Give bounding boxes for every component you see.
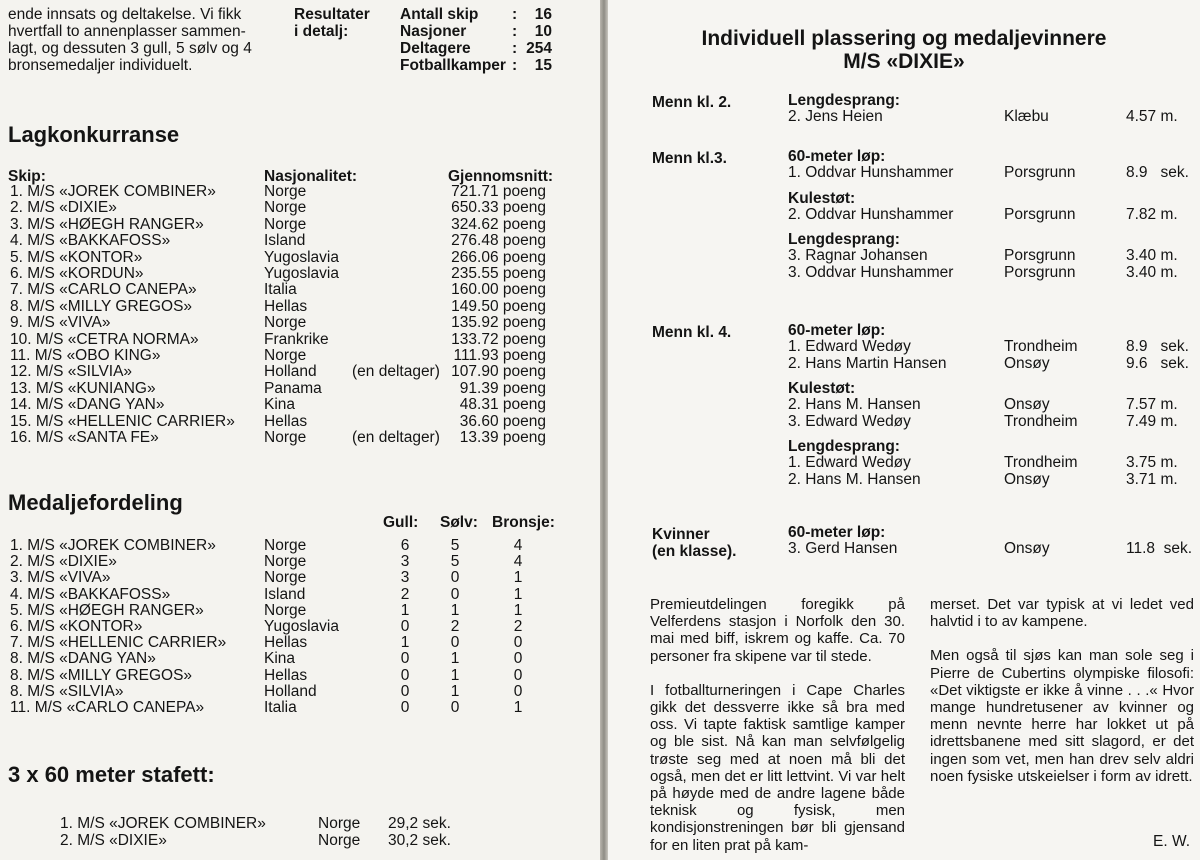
medal-bronze: 1 bbox=[513, 585, 523, 603]
team-ship: 13. M/S «KUNIANG» bbox=[10, 379, 156, 397]
result-value: 3.40 m. bbox=[1126, 263, 1178, 281]
team-score: 111.93 poeng bbox=[453, 347, 546, 364]
result-town: Onsøy bbox=[1004, 470, 1050, 488]
event-name: Lengdesprang: bbox=[788, 438, 900, 455]
result-value: 11.8 sek. bbox=[1126, 540, 1193, 557]
team-ship: 12. M/S «SILVIA» bbox=[10, 363, 133, 381]
medal-ship: 5. M/S «HØEGH RANGER» bbox=[10, 601, 204, 619]
team-ship: 11. M/S «OBO KING» bbox=[10, 347, 161, 364]
right-subtitle: M/S «DIXIE» bbox=[843, 50, 965, 73]
result-athlete: 2. Hans M. Hansen bbox=[788, 396, 921, 413]
medal-gold: 1 bbox=[400, 601, 410, 619]
article-paragraph: I fotballturneringen i Cape Charles gikk det dessverre ikke så bra med oss. Vi tapte faktisk samtlige kamper og ble sist. Nå kan man selvfølgelig trøste seg med at noen må bli det også, men det er litt lettvint. Vi var helt på høyde med de andre lagene både teknisk og fysisk, men kondisjonstreningen bør bli gjensand for en liten prat på kam- bbox=[650, 681, 905, 854]
medal-nation: Island bbox=[264, 585, 306, 603]
result-town: Trondheim bbox=[1004, 412, 1078, 430]
team-ship: 14. M/S «DANG YAN» bbox=[10, 396, 165, 414]
medals-heading: Medaljefordeling bbox=[8, 490, 183, 515]
medal-gold: 0 bbox=[400, 699, 410, 716]
article-paragraph: merset. Det var typisk at vi ledet ved halvtid i to av kampene. bbox=[930, 596, 1194, 631]
result-value: 7.82 m. bbox=[1126, 205, 1178, 223]
class-label: Menn kl. 2. bbox=[652, 94, 732, 111]
article-paragraph: Premieutdelingen foregikk på Velferdens stasjon i Norfolk den 30. mai med biff, iskrem og kaffe. Ca. 70 personer fra skipene var til stede. bbox=[650, 596, 905, 665]
medal-silver: 2 bbox=[450, 618, 460, 635]
medal-silver: 0 bbox=[450, 634, 460, 652]
result-value: 8.9 sek. bbox=[1126, 164, 1189, 181]
medal-silver: 0 bbox=[450, 569, 460, 587]
team-note: (en deltager) bbox=[352, 363, 440, 381]
event-name: Lengdesprang: bbox=[788, 231, 900, 248]
medal-gold: 3 bbox=[400, 569, 410, 587]
team-note: (en deltager) bbox=[352, 429, 440, 446]
medal-bronze: 0 bbox=[513, 666, 523, 684]
intro-line: ende innsats og deltakelse. Vi fikk bbox=[8, 6, 242, 23]
team-ship: 8. M/S «MILLY GREGOS» bbox=[10, 297, 193, 315]
team-nation: Norge bbox=[264, 183, 307, 200]
team-nation: Kina bbox=[264, 396, 296, 414]
medal-ship: 4. M/S «BAKKAFOSS» bbox=[10, 585, 171, 603]
medal-gold: 0 bbox=[400, 682, 410, 700]
result-athlete: 3. Oddvar Hunshammer bbox=[788, 263, 954, 281]
result-town: Porsgrunn bbox=[1004, 247, 1076, 264]
medal-nation: Hellas bbox=[264, 666, 308, 684]
intro-text bbox=[8, 6, 252, 74]
page-gutter bbox=[600, 0, 608, 860]
result-town: Onsøy bbox=[1004, 540, 1050, 557]
medal-silver: 1 bbox=[450, 666, 460, 684]
stat-colon: : bbox=[512, 6, 518, 23]
team-score: 107.90 poeng bbox=[451, 363, 546, 381]
medal-nation: Norge bbox=[264, 553, 307, 571]
relay-time: 29,2 sek. bbox=[388, 815, 451, 832]
team-nation: Yugoslavia bbox=[264, 248, 339, 266]
right-page bbox=[608, 0, 1200, 860]
event-name: 60-meter løp: bbox=[788, 148, 886, 165]
medal-bronze: 0 bbox=[513, 634, 523, 652]
team-score: 149.50 poeng bbox=[451, 297, 546, 315]
result-value: 7.57 m. bbox=[1126, 396, 1178, 413]
results-label-line: i detalj: bbox=[294, 23, 349, 40]
col-bronze-header: Bronsje: bbox=[492, 514, 555, 531]
medal-ship: 8. M/S «DANG YAN» bbox=[10, 650, 156, 668]
class-label: Menn kl.3. bbox=[652, 150, 727, 167]
result-town: Onsøy bbox=[1004, 354, 1050, 372]
class-label: (en klasse). bbox=[652, 543, 737, 560]
result-town: Klæbu bbox=[1004, 108, 1049, 125]
event-name: 60-meter løp: bbox=[788, 322, 886, 339]
col-nation-header: Nasjonalitet: bbox=[264, 168, 358, 185]
team-nation: Norge bbox=[264, 429, 307, 446]
relay-nation: Norge bbox=[318, 815, 361, 832]
team-score: 235.55 poeng bbox=[451, 265, 546, 282]
team-nation: Frankrike bbox=[264, 330, 329, 348]
team-score: 91.39 poeng bbox=[459, 379, 546, 397]
medal-ship: 6. M/S «KONTOR» bbox=[10, 618, 143, 635]
result-town: Trondheim bbox=[1004, 454, 1078, 471]
medal-nation: Italia bbox=[264, 699, 297, 716]
medal-ship: 3. M/S «VIVA» bbox=[10, 569, 111, 587]
col-ship-header: Skip: bbox=[8, 168, 46, 185]
team-score: 133.72 poeng bbox=[451, 330, 546, 348]
stat-colon: : bbox=[512, 23, 518, 40]
event-name: Lengdesprang: bbox=[788, 92, 900, 109]
medal-nation: Kina bbox=[264, 650, 296, 668]
team-nation: Norge bbox=[264, 215, 307, 233]
result-value: 9.6 sek. bbox=[1126, 354, 1189, 372]
class-label: Menn kl. 4. bbox=[652, 324, 732, 341]
team-ship: 9. M/S «VIVA» bbox=[10, 314, 111, 332]
team-ship: 7. M/S «CARLO CANEPA» bbox=[10, 281, 197, 299]
result-athlete: 1. Edward Wedøy bbox=[788, 454, 911, 471]
medal-silver: 0 bbox=[450, 585, 460, 603]
medal-bronze: 4 bbox=[513, 553, 523, 571]
team-score: 36.60 poeng bbox=[459, 412, 546, 430]
result-athlete: 3. Ragnar Johansen bbox=[788, 247, 928, 264]
stat-label: Antall skip bbox=[400, 6, 479, 23]
result-value: 3.71 m. bbox=[1126, 470, 1178, 488]
team-nation: Holland bbox=[264, 363, 317, 381]
medal-nation: Norge bbox=[264, 569, 307, 587]
medal-silver: 0 bbox=[450, 699, 460, 716]
result-value: 8.9 sek. bbox=[1126, 338, 1189, 355]
result-value: 4.57 m. bbox=[1126, 108, 1178, 125]
medal-nation: Yugoslavia bbox=[264, 618, 339, 635]
relay-heading: 3 x 60 meter stafett: bbox=[8, 762, 215, 787]
result-value: 3.75 m. bbox=[1126, 454, 1178, 471]
medal-nation: Norge bbox=[264, 601, 307, 619]
team-ship: 4. M/S «BAKKAFOSS» bbox=[10, 232, 171, 250]
team-nation: Hellas bbox=[264, 412, 308, 430]
medal-bronze: 2 bbox=[513, 618, 523, 635]
team-nation: Yugoslavia bbox=[264, 265, 339, 282]
stat-value: 10 bbox=[534, 23, 552, 40]
team-score: 324.62 poeng bbox=[451, 215, 546, 233]
team-score: 135.92 poeng bbox=[451, 314, 546, 332]
team-score: 13.39 poeng bbox=[459, 429, 546, 446]
stat-label: Fotballkamper bbox=[400, 57, 506, 74]
results-label bbox=[294, 6, 370, 40]
team-ship: 2. M/S «DIXIE» bbox=[10, 199, 117, 217]
result-athlete: 2. Jens Heien bbox=[788, 108, 883, 125]
team-nation: Panama bbox=[264, 379, 322, 397]
class-label: Kvinner bbox=[652, 526, 710, 543]
team-ship: 5. M/S «KONTOR» bbox=[10, 248, 143, 266]
relay-time: 30,2 sek. bbox=[388, 831, 451, 849]
medal-gold: 1 bbox=[400, 634, 410, 652]
team-score: 266.06 poeng bbox=[451, 248, 546, 266]
team-nation: Norge bbox=[264, 199, 307, 217]
result-value: 7.49 m. bbox=[1126, 412, 1178, 430]
team-score: 276.48 poeng bbox=[451, 232, 546, 250]
medal-gold: 0 bbox=[400, 618, 410, 635]
medal-gold: 2 bbox=[400, 585, 410, 603]
team-nation: Norge bbox=[264, 314, 307, 332]
stat-label: Deltagere bbox=[400, 40, 471, 57]
stat-value: 254 bbox=[526, 40, 552, 57]
intro-line: bronsemedaljer individuelt. bbox=[8, 57, 193, 74]
medal-silver: 1 bbox=[450, 650, 460, 668]
medal-ship: 11. M/S «CARLO CANEPA» bbox=[10, 699, 205, 716]
team-nation: Norge bbox=[264, 347, 307, 364]
medal-nation: Norge bbox=[264, 537, 307, 554]
result-athlete: 2. Hans M. Hansen bbox=[788, 470, 921, 488]
medal-bronze: 1 bbox=[513, 601, 523, 619]
team-score: 721.71 poeng bbox=[451, 183, 546, 200]
result-town: Onsøy bbox=[1004, 396, 1050, 413]
medal-bronze: 1 bbox=[513, 699, 523, 716]
result-town: Trondheim bbox=[1004, 338, 1078, 355]
medal-gold: 6 bbox=[400, 537, 410, 554]
team-score: 48.31 poeng bbox=[459, 396, 546, 414]
signature: E. W. bbox=[1153, 833, 1191, 850]
team-ship: 1. M/S «JOREK COMBINER» bbox=[10, 183, 216, 200]
article-column-2 bbox=[930, 596, 1194, 802]
col-silver-header: Sølv: bbox=[440, 514, 478, 531]
medal-ship: 1. M/S «JOREK COMBINER» bbox=[10, 537, 216, 554]
result-town: Porsgrunn bbox=[1004, 205, 1076, 223]
medal-gold: 0 bbox=[400, 650, 410, 668]
medal-silver: 5 bbox=[450, 537, 460, 554]
article-paragraph: Men også til sjøs kan man sole seg i Pierre de Cubertins olympiske filosofi: «Det viktigste er ikke å vinne . . .« Hvor mange hundretusener av kvinner og menn nevnte herre har lokket ut på idrettsbanene med sitt slagord, er det ingen som vet, men han drev selv aldri noen fysiske utskeielser i form av idrett. bbox=[930, 647, 1194, 785]
event-name: 60-meter løp: bbox=[788, 524, 886, 541]
stat-value: 15 bbox=[534, 57, 552, 74]
medal-gold: 3 bbox=[400, 553, 410, 571]
result-athlete: 3. Gerd Hansen bbox=[788, 540, 898, 557]
medal-nation: Holland bbox=[264, 682, 317, 700]
medal-bronze: 0 bbox=[513, 650, 523, 668]
team-ship: 10. M/S «CETRA NORMA» bbox=[10, 330, 199, 348]
medal-ship: 2. M/S «DIXIE» bbox=[10, 553, 117, 571]
result-athlete: 2. Oddvar Hunshammer bbox=[788, 205, 954, 223]
team-ship: 15. M/S «HELLENIC CARRIER» bbox=[10, 412, 235, 430]
col-average-header: Gjennomsnitt: bbox=[448, 168, 554, 185]
team-score: 160.00 poeng bbox=[451, 281, 546, 299]
medal-ship: 7. M/S «HELLENIC CARRIER» bbox=[10, 634, 227, 652]
stat-label: Nasjoner bbox=[400, 23, 467, 40]
team-ship: 3. M/S «HØEGH RANGER» bbox=[10, 215, 204, 233]
team-ship: 6. M/S «KORDUN» bbox=[10, 265, 144, 282]
medal-bronze: 4 bbox=[513, 537, 523, 554]
team-nation: Italia bbox=[264, 281, 297, 299]
relay-ship: 1. M/S «JOREK COMBINER» bbox=[60, 815, 266, 832]
medal-silver: 5 bbox=[450, 553, 460, 571]
right-title: Individuell plassering og medaljevinnere bbox=[701, 27, 1107, 50]
medal-bronze: 1 bbox=[513, 569, 523, 587]
medal-silver: 1 bbox=[450, 682, 460, 700]
col-gold-header: Gull: bbox=[383, 514, 419, 531]
intro-line: lagt, og dessuten 3 gull, 5 sølv og 4 bbox=[8, 40, 252, 57]
results-label-line: Resultater bbox=[294, 6, 370, 23]
result-value: 3.40 m. bbox=[1126, 247, 1178, 264]
result-athlete: 2. Hans Martin Hansen bbox=[788, 354, 947, 372]
result-town: Porsgrunn bbox=[1004, 263, 1076, 281]
event-name: Kulestøt: bbox=[788, 380, 856, 397]
event-name: Kulestøt: bbox=[788, 189, 856, 207]
article-column-1 bbox=[650, 596, 905, 860]
medal-silver: 1 bbox=[450, 601, 460, 619]
team-heading: Lagkonkurranse bbox=[8, 122, 180, 147]
medal-ship: 8. M/S «SILVIA» bbox=[10, 682, 124, 700]
relay-ship: 2. M/S «DIXIE» bbox=[60, 831, 167, 849]
result-athlete: 1. Edward Wedøy bbox=[788, 338, 911, 355]
result-athlete: 3. Edward Wedøy bbox=[788, 412, 911, 430]
medal-bronze: 0 bbox=[513, 682, 523, 700]
medal-ship: 8. M/S «MILLY GREGOS» bbox=[10, 666, 193, 684]
medal-gold: 0 bbox=[400, 666, 410, 684]
medal-nation: Hellas bbox=[264, 634, 308, 652]
result-athlete: 1. Oddvar Hunshammer bbox=[788, 164, 954, 181]
stat-colon: : bbox=[512, 57, 518, 74]
stat-value: 16 bbox=[534, 6, 552, 23]
result-town: Porsgrunn bbox=[1004, 164, 1076, 181]
intro-line: hvertfall to annenplasser sammen- bbox=[8, 23, 246, 40]
team-ship: 16. M/S «SANTA FE» bbox=[10, 429, 159, 446]
team-score: 650.33 poeng bbox=[451, 199, 546, 217]
team-nation: Hellas bbox=[264, 297, 308, 315]
relay-nation: Norge bbox=[318, 831, 361, 849]
stat-colon: : bbox=[512, 40, 518, 57]
team-nation: Island bbox=[264, 232, 306, 250]
